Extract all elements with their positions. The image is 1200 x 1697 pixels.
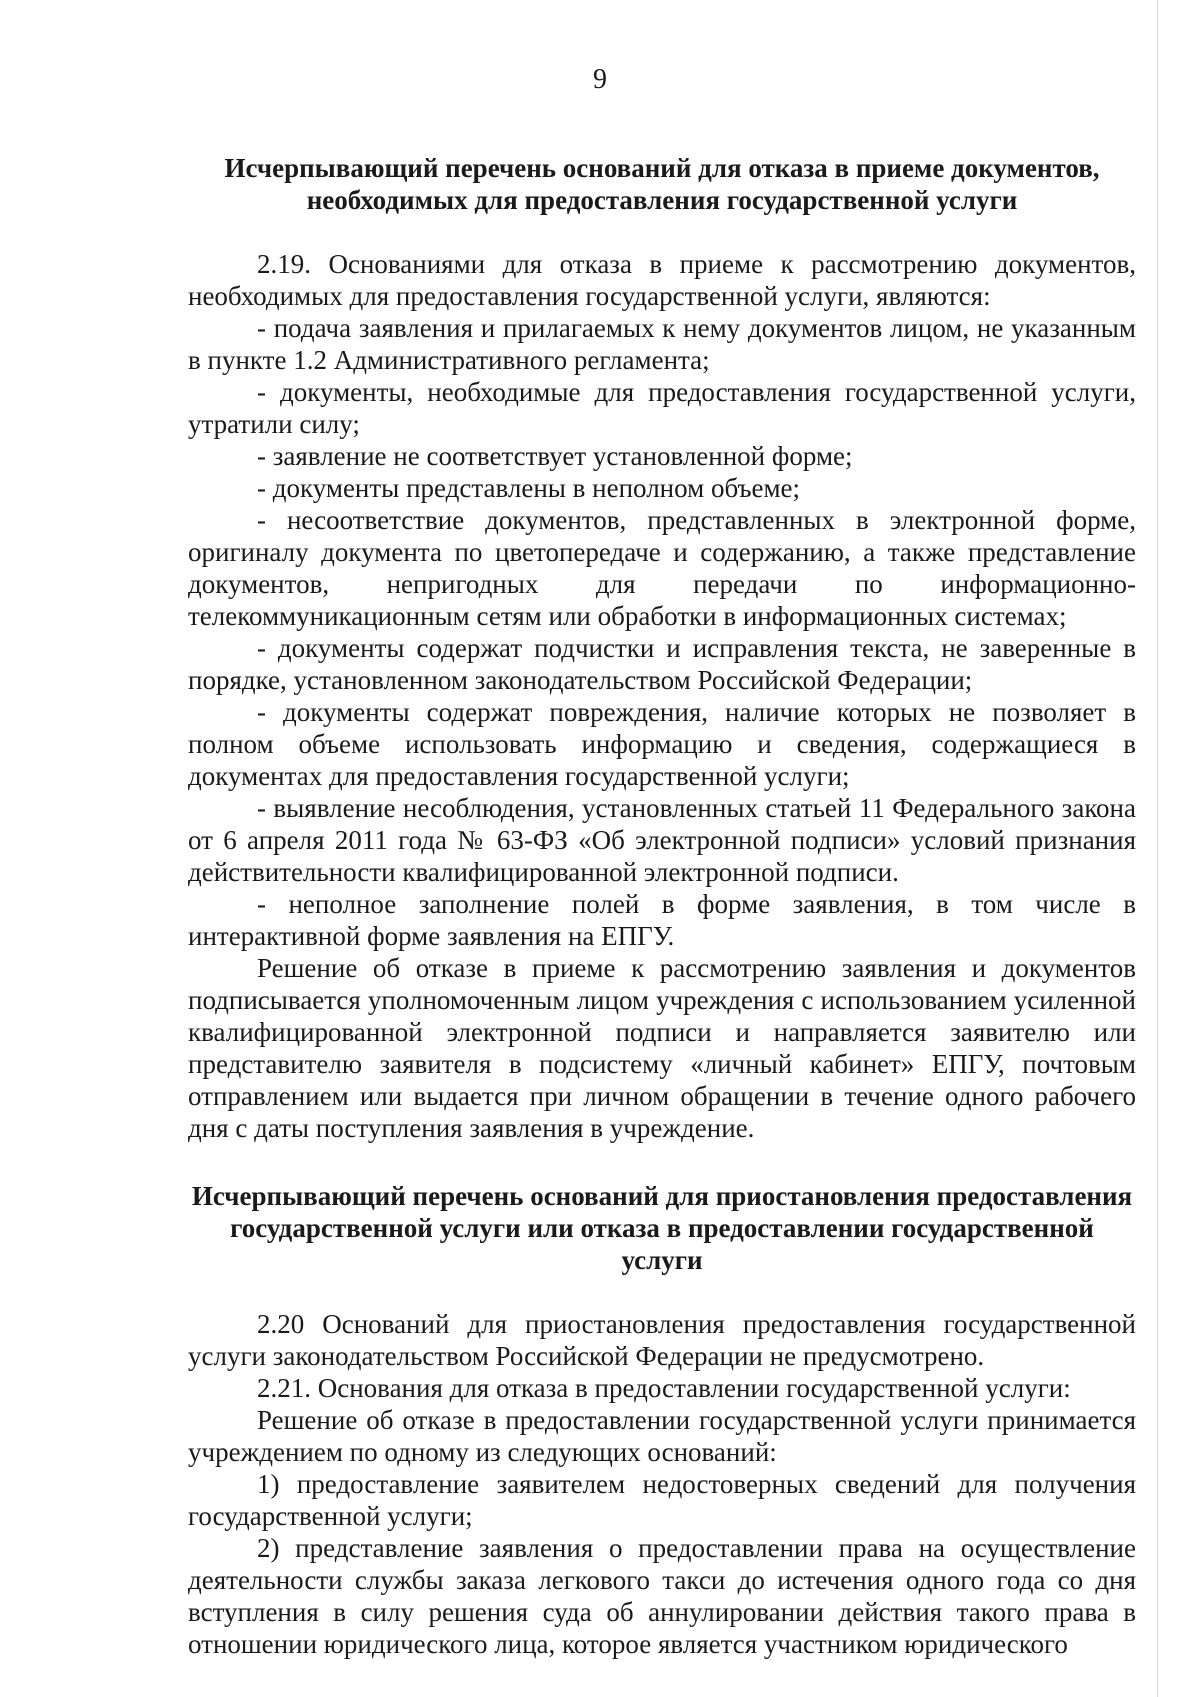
list-item: - выявление несоблюдения, установленных статьей 11 Федерального закона от 6 апреля 2011 года № 63-ФЗ «Об электронной подписи» условий признания действительности квалифицированной электронной подписи. <box>188 793 1136 887</box>
list-item: - документы содержат подчистки и исправления текста, не заверенные в порядке, установленном законодательством Российской Федерации; <box>188 633 1136 695</box>
paragraph-decision: Решение об отказе в приеме к рассмотрению заявления и документов подписывается уполномоченным лицом учреждения с использованием усиленной квалифицированной электронной подписи и направляется заявителю или представителю заявителя в подсистему «личный кабинет» ЕПГУ, почтовым отправлением или выдается при личном обращении в течение одного рабочего дня с даты поступления заявления в учреждение. <box>188 953 1136 1143</box>
list-item: - документы, необходимые для предоставления государственной услуги, утратили силу; <box>188 377 1136 439</box>
list-item: 1) предоставление заявителем недостоверных сведений для получения государственной услуги; <box>188 1469 1136 1531</box>
list-item: 2) представление заявления о предоставлении права на осуществление деятельности службы заказа легкового такси до истечения одного года со дня вступления в силу решения суда об аннулировании действия такого права в отношении юридического лица, которое является участником юридического <box>188 1533 1136 1659</box>
list-item: - неполное заполнение полей в форме заявления, в том числе в интерактивной форме заявления на ЕПГУ. <box>188 889 1136 951</box>
paragraph-2-20: 2.20 Оснований для приостановления предоставления государственной услуги законодательством Российской Федерации не предусмотрено. <box>188 1309 1136 1371</box>
document-body <box>188 152 1136 1660</box>
list-item: - несоответствие документов, представленных в электронной форме, оригиналу документа по цветопередаче и содержанию, а также представление документов, непригодных для передачи по информационно-телекоммуникационным сетям или обработки в информационных системах; <box>188 505 1136 631</box>
list-item: - документы представлены в неполном объеме; <box>257 473 801 503</box>
list-item: - документы содержат повреждения, наличие которых не позволяет в полном объеме использовать информацию и сведения, содержащиеся в документах для предоставления государственной услуги; <box>188 697 1136 791</box>
paragraph-2-21: 2.21. Основания для отказа в предоставлении государственной услуги: <box>257 1373 1071 1403</box>
list-item: - подача заявления и прилагаемых к нему документов лицом, не указанным в пункте 1.2 Административного регламента; <box>188 313 1136 375</box>
list-item: - заявление не соответствует установленной форме; <box>257 441 853 471</box>
paragraph-2-19: 2.19. Основаниями для отказа в приеме к рассмотрению документов, необходимых для предоставления государственной услуги, являются: <box>188 249 1136 311</box>
section-heading-suspension-refusal: Исчерпывающий перечень оснований для приостановления предоставления государственной услуги или отказа в предоставлении государственной услуги <box>191 1181 1133 1275</box>
paragraph-decision-grounds: Решение об отказе в предоставлении государственной услуги принимается учреждением по одному из следующих оснований: <box>188 1405 1136 1467</box>
page-number: 9 <box>593 64 607 95</box>
section-heading-refusal-acceptance: Исчерпывающий перечень оснований для отказа в приеме документов, необходимых для предоставления государственной услуги <box>224 153 1100 215</box>
page-edge-line <box>1157 0 1158 1697</box>
